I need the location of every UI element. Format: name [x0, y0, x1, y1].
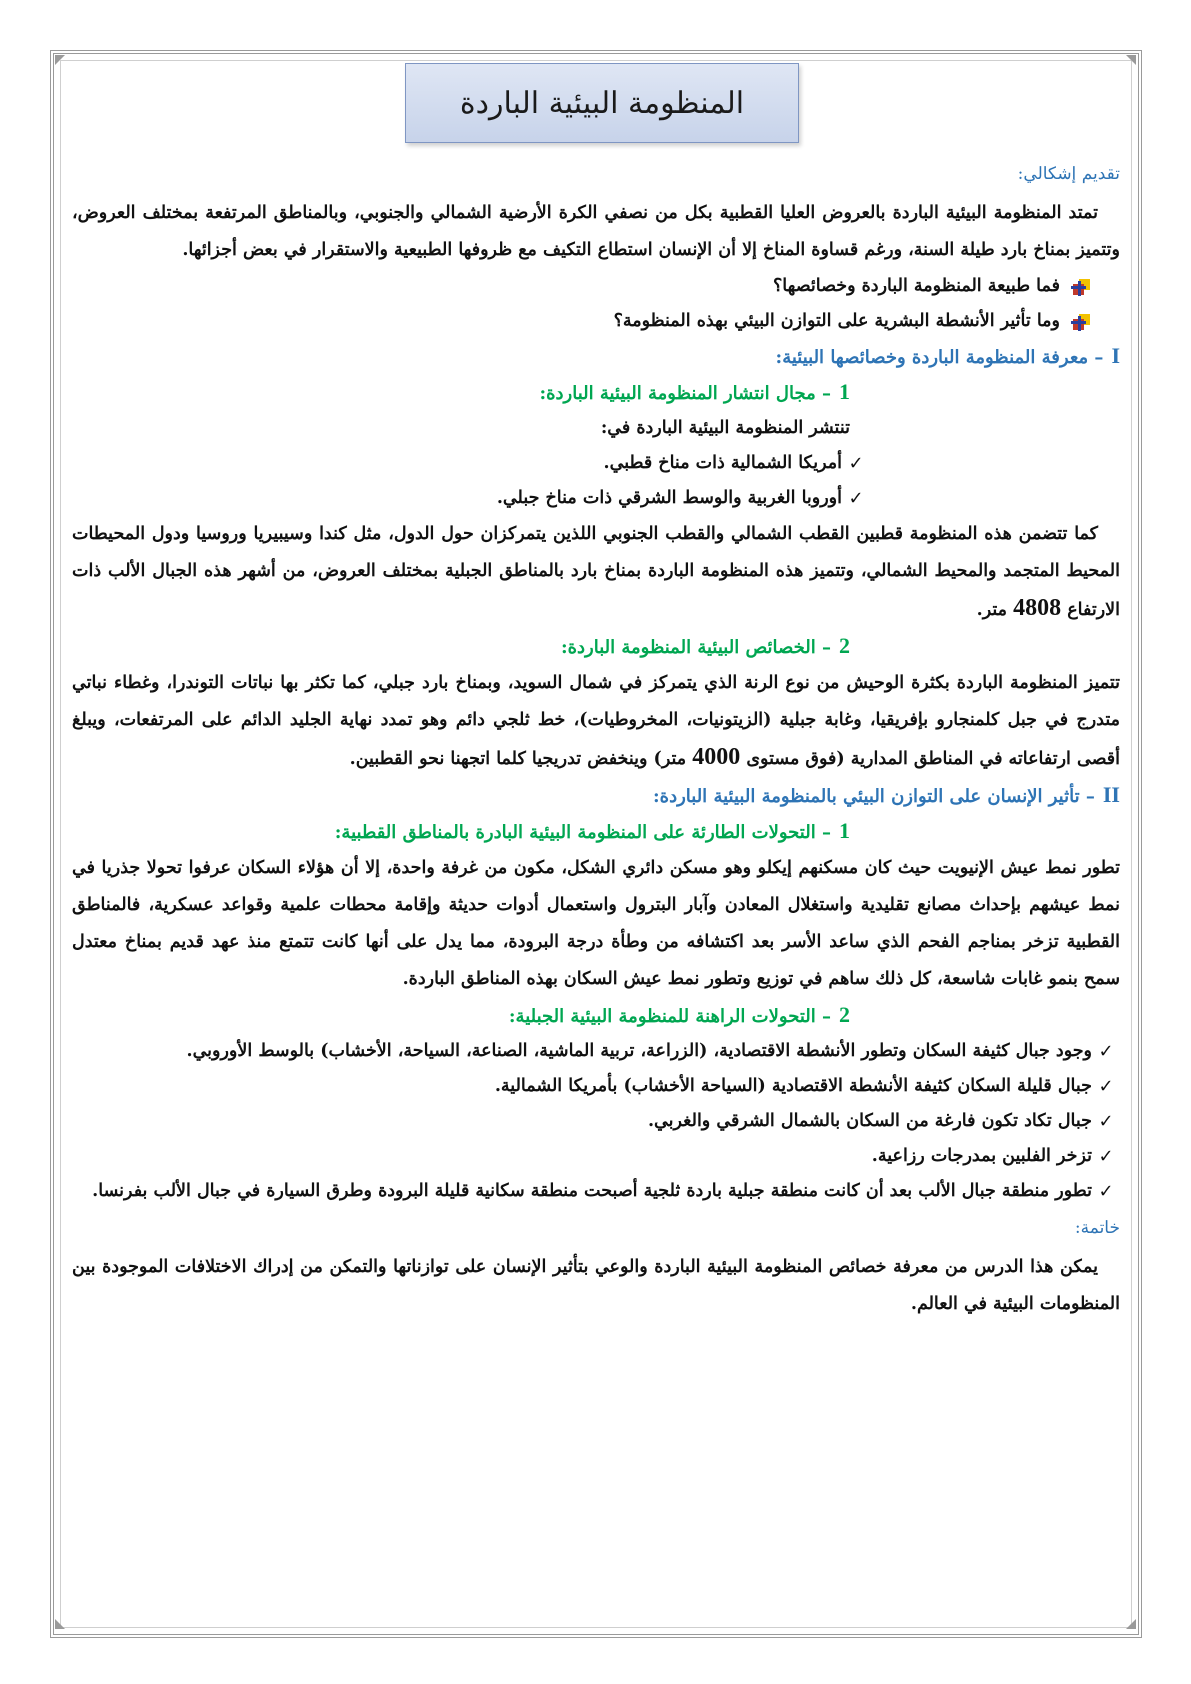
intro-paragraph: تمتد المنظومة البيئية الباردة بالعروض العليا القطبية بكل من نصفي الكرة الأرضية الشمالي والجنوبي، وبالمناطق المرتفعة بمختلف العروض، وتتميز بمناخ بارد طيلة السنة، ورغم قساوة المناخ إلا أن الإنسان استطاع التكيف مع ظروفها الطبيعية والاستقرار في بعض أجزائها. — [72, 203, 1120, 260]
intro-heading: تقديم إشكالي: — [1017, 164, 1120, 184]
subsection-label: – مجال انتشار المنظومة البيئية الباردة: — [539, 383, 831, 404]
check-text: وجود جبال كثيفة السكان وتطور الأنشطة الاقتصادية، (الزراعة، تربية الماشية، الصناعة، السياحة، الأخشاب) بالوسط الأوروبي. — [186, 1041, 1092, 1061]
characteristics-paragraph — [72, 665, 1120, 778]
subsection-1-2-heading — [72, 629, 850, 665]
checkmark-icon: ✓ — [1098, 1146, 1114, 1167]
section-label: – معرفة المنظومة الباردة وخصائصها البيئية: — [775, 347, 1104, 368]
checkmark-icon: ✓ — [848, 488, 864, 509]
distribution-paragraph — [72, 516, 1120, 629]
conclusion-heading: خاتمة: — [1074, 1218, 1120, 1238]
checkmark-icon: ✓ — [1098, 1076, 1114, 1097]
check-item — [72, 481, 870, 516]
check-item — [72, 1174, 1120, 1209]
polar-changes-paragraph: تطور نمط عيش الإنيويت حيث كان مسكنهم إيكلو وهو مسكن دائري الشكل، مكون من غرفة واحدة، إلا أن هؤلاء السكان عرفوا تحولا جذريا في نمط عيشهم بإحداث مصانع تقليدية واستغلال المعادن وآبار البترول واستعمال أدوات حديثة وإقامة محطات علمية وقواعد عسكرية، فالمناطق القطبية تزخر بمناجم الفحم الذي ساعد الأسر بعد اكتشافه من وطأة درجة البرودة، مما يدل على أنها كانت تتمتع منذ عهد قديم بمناخ معتدل سمح بنمو غابات شاسعة، كل ذلك ساهم في توزيع وتطور نمط عيش السكان بهذه المناطق الباردة. — [72, 858, 1120, 989]
paragraph-text: تتميز المنظومة الباردة بكثرة الوحيش من نوع الرنة الذي يتمركز في شمال السويد، وبمناخ بارد جبلي، كما تكثر بها نباتات التوندرا، وغطاء نباتي متدرج في جبل كلمنجارو بإفريقيا، وغابة جبلية (الزيتونيات، المخروطيات)، خط ثلجي دائم وهو تمدد نهاية الجليد الدائم على المرتفعات، ويبلغ أقصى ارتفاعاته في المناطق المدارية (فوق مستوى — [72, 673, 1120, 769]
paragraph-text: متر. — [976, 600, 1008, 620]
altitude-value: 4808 — [1013, 595, 1062, 621]
paragraph-text: متر) وينخفض تدريجيا كلما اتجهنا نحو القطبين. — [349, 749, 687, 769]
section-1-heading — [72, 339, 1120, 375]
check-item — [72, 1069, 1120, 1104]
subsection-label: – التحولات الطارئة على المنظومة البيئية البادرة بالمناطق القطبية: — [334, 822, 831, 843]
colored-square-icon — [1070, 277, 1090, 297]
check-text: تطور منطقة جبال الألب بعد أن كانت منطقة جبلية باردة ثلجية أصبحت منطقة سكانية قليلة البرودة وطرق السيارة في جبال الألب بفرنسا. — [92, 1181, 1092, 1201]
subsection-2-1-heading — [72, 814, 850, 850]
subsection-lead: تنتشر المنظومة البيئية الباردة في: — [600, 418, 850, 438]
subsection-number: 1 — [839, 379, 850, 404]
check-item — [72, 1104, 1120, 1139]
question-text: وما تأثير الأنشطة البشرية على التوازن البيئي بهذه المنظومة؟ — [613, 311, 1060, 331]
checkmark-icon: ✓ — [848, 453, 864, 474]
conclusion-paragraph: يمكن هذا الدرس من معرفة خصائص المنظومة البيئية الباردة والوعي بتأثير الإنسان على توازناتها والتمكن من إدراك الاختلافات الموجودة بين المنظومات البيئية في العالم. — [72, 1257, 1120, 1314]
colored-square-icon — [1070, 312, 1090, 332]
question-item — [72, 269, 1120, 304]
checkmark-icon: ✓ — [1098, 1041, 1114, 1062]
checkmark-icon: ✓ — [1098, 1181, 1114, 1202]
check-text: أمريكا الشمالية ذات مناخ قطبي. — [603, 453, 842, 473]
checkmark-icon: ✓ — [1098, 1111, 1114, 1132]
check-text: تزخر الفلبين بمدرجات رزاعية. — [871, 1146, 1092, 1166]
subsection-label: – التحولات الراهنة للمنظومة البيئية الجبلية: — [508, 1006, 831, 1027]
check-text: جبال قليلة السكان كثيفة الأنشطة الاقتصادية (السياحة الأخشاب) بأمريكا الشمالية. — [494, 1076, 1092, 1096]
subsection-number: 1 — [839, 818, 850, 843]
subsection-number: 2 — [839, 633, 850, 658]
subsection-2-2-heading — [72, 998, 850, 1034]
check-item — [72, 1034, 1120, 1069]
page-title: المنظومة البيئية الباردة — [405, 63, 799, 143]
subsection-1-1-heading — [72, 375, 850, 411]
altitude-value: 4000 — [692, 744, 741, 770]
section-label: – تأثير الإنسان على التوازن البيئي بالمنظومة البيئية الباردة: — [653, 786, 1095, 807]
document-body — [72, 155, 1120, 1323]
check-text: أوروبا الغربية والوسط الشرقي ذات مناخ جبلي. — [496, 488, 842, 508]
section-2-heading — [72, 778, 1120, 814]
question-text: فما طبيعة المنظومة الباردة وخصائصها؟ — [773, 276, 1060, 296]
section-number: I — [1111, 343, 1120, 368]
subsection-number: 2 — [839, 1002, 850, 1027]
check-item — [72, 446, 870, 481]
paragraph-text: كما تتضمن هذه المنظومة قطبين القطب الشمالي والقطب الجنوبي اللذين يتمركزان حول الدول، مثل كندا وسيبيريا وروسيا ودول المحيطات المحيط المتجمد والمحيط الشمالي، وتتميز هذه المنظومة الباردة بمناخ بارد بالمناطق الجبلية بمختلف العروض، من أشهر هذه الجبال الألب ذات الارتفاع — [72, 524, 1120, 620]
check-item — [72, 1139, 1120, 1174]
section-number: II — [1102, 782, 1120, 807]
question-item — [72, 304, 1120, 339]
check-text: جبال تكاد تكون فارغة من السكان بالشمال الشرقي والغربي. — [647, 1111, 1092, 1131]
subsection-label: – الخصائص البيئية المنظومة الباردة: — [560, 637, 831, 658]
